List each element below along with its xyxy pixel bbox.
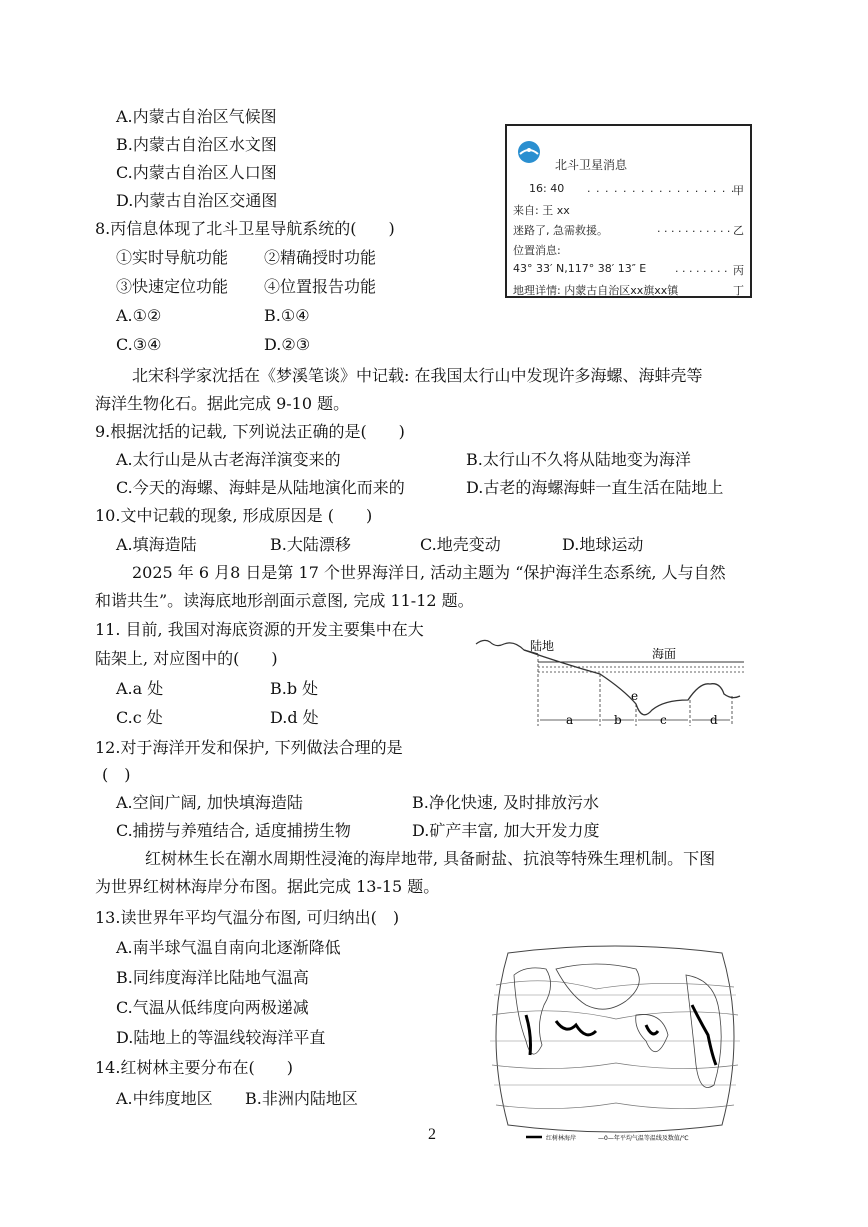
q12-stem-line1: 12.对于海洋开发和保护, 下列做法合理的是 [95,738,403,757]
q8-option-a: A.①② [116,306,162,325]
beidou-logo-icon [517,140,541,164]
message-dots-2: . . . . . . . . . . . [657,222,731,235]
message-position-label: 位置消息: [513,244,561,257]
map-legend-isotherm: —0—年平均气温等温线及数值/℃ [598,1135,689,1142]
q12-option-d: D.矿产丰富, 加大开发力度 [412,821,600,840]
q7-option-a: A.内蒙古自治区气候图 [116,107,277,126]
intro-11-12-line1: 2025 年 6 月8 日是第 17 个世界海洋日, 活动主题为 “保护海洋生态系统, 人与自然 [132,563,726,582]
seabed-sea-label: 海面 [652,647,677,661]
intro-9-10-line2: 海洋生物化石。据此完成 9-10 题。 [95,394,350,413]
q7-option-d: D.内蒙古自治区交通图 [116,191,278,210]
message-title: 北斗卫星消息 [555,158,628,172]
q10-stem: 10.文中记载的现象, 形成原因是 ( ) [95,506,373,525]
q7-option-c: C.内蒙古自治区人口图 [116,163,277,182]
q12-option-c: C.捕捞与养殖结合, 适度捕捞生物 [116,821,351,840]
seabed-label-c: c [660,713,667,727]
q14-option-a: A.中纬度地区 [116,1089,213,1108]
q11-option-b: B.b 处 [270,679,319,698]
q13-option-a: A.南半球气温自南向北逐渐降低 [116,938,341,957]
message-tag-yi: 乙 [733,224,744,237]
q11-option-d: D.d 处 [270,708,319,727]
intro-13-15-line2: 为世界红树林海岸分布图。据此完成 13-15 题。 [95,877,440,896]
q10-option-d: D.地球运动 [562,535,644,554]
q13-option-b: B.同纬度海洋比陆地气温高 [116,968,309,987]
q11-stem-line2: 陆架上, 对应图中的( ) [95,649,278,668]
q12-stem-line2: ( ) [102,765,131,784]
q13-stem: 13.读世界年平均气温分布图, 可归纳出( ) [95,908,400,927]
q8-statement-2: ②精确授时功能 [264,248,377,267]
q9-option-a: A.太行山是从古老海洋演变来的 [116,450,341,469]
q12-option-b: B.净化快速, 及时排放污水 [412,793,600,812]
q8-statement-1: ①实时导航功能 [116,248,229,267]
map-legend-mangrove: 红树林海岸 [546,1135,577,1142]
q12-option-a: A.空间广阔, 加快填海造陆 [116,793,303,812]
q11-option-a: A.a 处 [116,679,164,698]
message-tag-jia: 甲 [733,184,744,197]
q14-stem: 14.红树林主要分布在( ) [95,1058,293,1077]
seabed-label-a: a [566,713,574,727]
q13-option-d: D.陆地上的等温线较海洋平直 [116,1028,326,1047]
q10-option-a: A.填海造陆 [116,535,197,554]
intro-13-15-line1: 红树林生长在潮水周期性浸淹的海岸地带, 具备耐盐、抗浪等特殊生理机制。下图 [145,849,716,868]
q11-stem-line1: 11. 目前, 我国对海底资源的开发主要集中在大 [95,620,424,639]
beidou-message-box [505,124,752,298]
q8-stem: 8.丙信息体现了北斗卫星导航系统的( ) [95,219,395,238]
q9-stem: 9.根据沈括的记载, 下列说法正确的是( ) [95,422,405,441]
message-coordinates: 43° 33′ N,117° 38′ 13″ E [513,262,647,275]
intro-11-12-line2: 和谐共生”。读海底地形剖面示意图, 完成 11-12 题。 [95,591,474,610]
message-dots-1: . . . . . . . . . . . . . . . . . [587,182,736,195]
q8-statement-3: ③快速定位功能 [116,277,229,296]
seabed-land-label: 陆地 [530,639,555,653]
q8-option-c: C.③④ [116,335,162,354]
q10-option-c: C.地壳变动 [420,535,501,554]
q9-option-c: C.今天的海螺、海蚌是从陆地演化而来的 [116,478,405,497]
q9-option-b: B.太行山不久将从陆地变为海洋 [466,450,691,469]
seabed-label-b: b [614,713,622,727]
message-dots-3: . . . . . . . . [675,262,728,275]
seabed-label-e: e [631,689,639,703]
world-mangrove-map [486,945,744,1145]
page-number: 2 [428,1126,436,1143]
message-from: 来自: 王 xx [513,204,570,217]
q8-option-b: B.①④ [264,306,310,325]
message-tag-bing: 丙 [733,264,744,277]
q10-option-b: B.大陆漂移 [270,535,351,554]
message-geo-detail: 地理详情: 内蒙古自治区xx旗xx镇 [513,284,679,297]
q9-option-d: D.古老的海螺海蚌一直生活在陆地上 [466,478,724,497]
seabed-profile-diagram [474,630,746,740]
message-content: 迷路了, 急需救援。 [513,224,608,237]
message-tag-ding: 丁 [733,284,744,297]
q11-option-c: C.c 处 [116,708,163,727]
message-time: 16: 40 [529,182,565,195]
q14-option-b: B.非洲内陆地区 [245,1089,358,1108]
q8-option-d: D.②③ [264,335,311,354]
seabed-label-d: d [710,713,718,727]
q8-statement-4: ④位置报告功能 [264,277,377,296]
q13-option-c: C.气温从低纬度向两极递减 [116,998,309,1017]
intro-9-10-line1: 北宋科学家沈括在《梦溪笔谈》中记载: 在我国太行山中发现许多海螺、海蚌壳等 [132,366,703,385]
q7-option-b: B.内蒙古自治区水文图 [116,135,277,154]
